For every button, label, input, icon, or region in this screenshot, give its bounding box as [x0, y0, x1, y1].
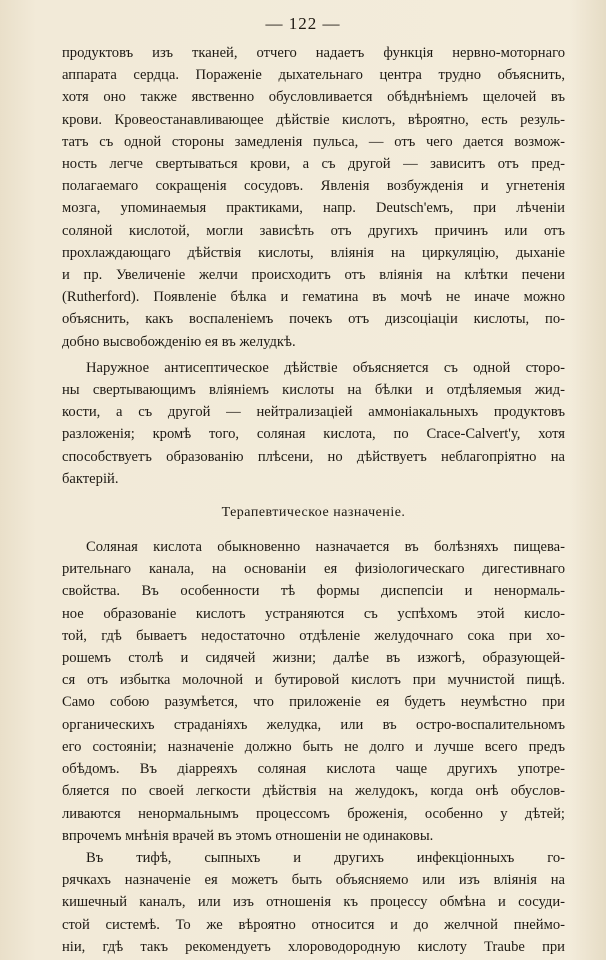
text-line: продуктовъ изъ тканей, отчего надаетъ функція нервно-моторнаго — [62, 45, 565, 61]
text-line: Въ тифѣ, сыпныхъ и другихъ инфекціонныхъ го- — [86, 849, 565, 866]
text-line: свойства. Въ особенности тѣ формы диспепсіи и ненормаль- — [62, 583, 565, 600]
text-line: разложенія; кромѣ того, соляная кислота, по Cracе-Calvert'у, хотя — [62, 426, 565, 443]
text-line: аппарата сердца. Пораженіе дыхательнаго центра трудно объяснить, — [62, 67, 565, 84]
paragraph-1 — [62, 42, 565, 353]
text-line: той, гдѣ бываетъ недостаточно отдѣленіе желудочнаго сока при хо- — [62, 627, 565, 644]
text-line: (Rutherford). Появленіе бѣлка и гематина въ мочѣ не иначе можно — [62, 289, 565, 306]
text-line: Соляная кислота обыкновенно назначается въ болѣзняхъ пищева- — [86, 539, 565, 556]
text-line: объяснить, какъ воспаленіемъ почекъ отъ дизсоціаціи кислоты, по- — [62, 311, 565, 328]
text-line: ливаются ненормальнымъ процессомъ броженія, особенно у дѣтей; — [62, 805, 565, 822]
text-line: бактерій. — [62, 470, 119, 487]
text-line: и пр. Увеличеніе желчи происходитъ отъ вліянія на клѣтки печени — [62, 267, 565, 284]
text-line: рошемъ столѣ и сидячей жизни; далѣе въ изжогѣ, образующей- — [62, 650, 565, 667]
text-line: ное образованіе кислотъ устраняются съ успѣхомъ этой кисло- — [62, 605, 565, 622]
text-line: кишечный каналъ, или изъ отношенія къ процессу обмѣна и сосуди- — [62, 894, 565, 911]
page-number: — 122 — — [265, 14, 341, 33]
text-line: добно высвобожденію ея въ желудкѣ. — [62, 333, 296, 350]
text-line: ніи, гдѣ такъ рекомендуетъ хлороводородную кислоту Traube при — [62, 938, 565, 955]
text-line: способствуетъ образованію плѣсени, но дѣйствуетъ неблагопріятно на — [62, 448, 565, 465]
text-line: стой системѣ. То же вѣроятно относится и до желчной пнеймо- — [62, 916, 565, 933]
text-line: ность легче свертываться крови, а съ другой — зависитъ отъ пред- — [62, 156, 565, 173]
text-line: кости, а съ другой — нейтрализаціей аммоніакальныхъ продуктовъ — [62, 404, 565, 421]
paragraph-3 — [62, 536, 565, 847]
section-heading: Терапевтическое назначеніе. — [221, 505, 406, 521]
text-line: ся отъ избытка молочной и бутировой кислотъ при мучнистой пищѣ. — [62, 672, 565, 689]
text-line: его состояніи; назначеніе должно быть не долго и лучше всего предъ — [62, 738, 565, 755]
text-line: рячкахъ назначеніе ея можетъ быть объясняемо или изъ вліянія на — [62, 872, 565, 889]
text-line: полагаемаго сокращенія сосудовъ. Явленія возбужденія и угнетенія — [62, 178, 565, 195]
paragraph-4 — [62, 847, 565, 958]
text-line: обѣдомъ. Въ діарреяхъ соляная кислота чаще другихъ употре- — [62, 761, 565, 778]
text-line: Само собою разумѣется, что приложеніе ея будетъ неумѣстно при — [62, 694, 565, 711]
text-line: соляной кислотой, могли зависѣть отъ другихъ причинъ или отъ — [62, 222, 565, 239]
text-line: крови. Кровеостанавливающее дѣйствіе кислотъ, вѣроятно, есть резуль- — [62, 111, 565, 128]
text-line: Наружное антисептическое дѣйствіе объясняется съ одной сторо- — [86, 359, 565, 376]
text-line: органическихъ страданіяхъ желудка, или въ остро-воспалительномъ — [62, 716, 565, 733]
text-line: впрочемъ мнѣнія врачей въ этомъ отношеніи не одинаковы. — [62, 827, 434, 844]
text-line: мозга, упоминаемыя практиками, напр. Deutsch'емъ, при лѣченіи — [62, 200, 565, 217]
text-line: бляется по своей легкости дѣйствія на желудокъ, когда онѣ обуслов- — [62, 783, 565, 800]
text-line: рительнаго канала, на основаніи ея физіологическаго дигестивнаго — [62, 561, 565, 578]
text-line: ны свертывающимъ вліяніемъ кислоты на бѣлки и отдѣляемыя жид- — [62, 382, 565, 399]
text-line: татъ съ одной стороны замедленія пульса, — отъ чего дается возмож- — [62, 133, 565, 150]
text-line: прохлаждающаго дѣйствія кислоты, вліянія на циркуляцію, дыханіе — [62, 244, 565, 261]
text-line: хотя оно также явственно обусловливается обѣднѣніемъ щелочей въ — [62, 89, 565, 106]
page-body — [62, 42, 565, 958]
paragraph-2 — [62, 357, 565, 490]
